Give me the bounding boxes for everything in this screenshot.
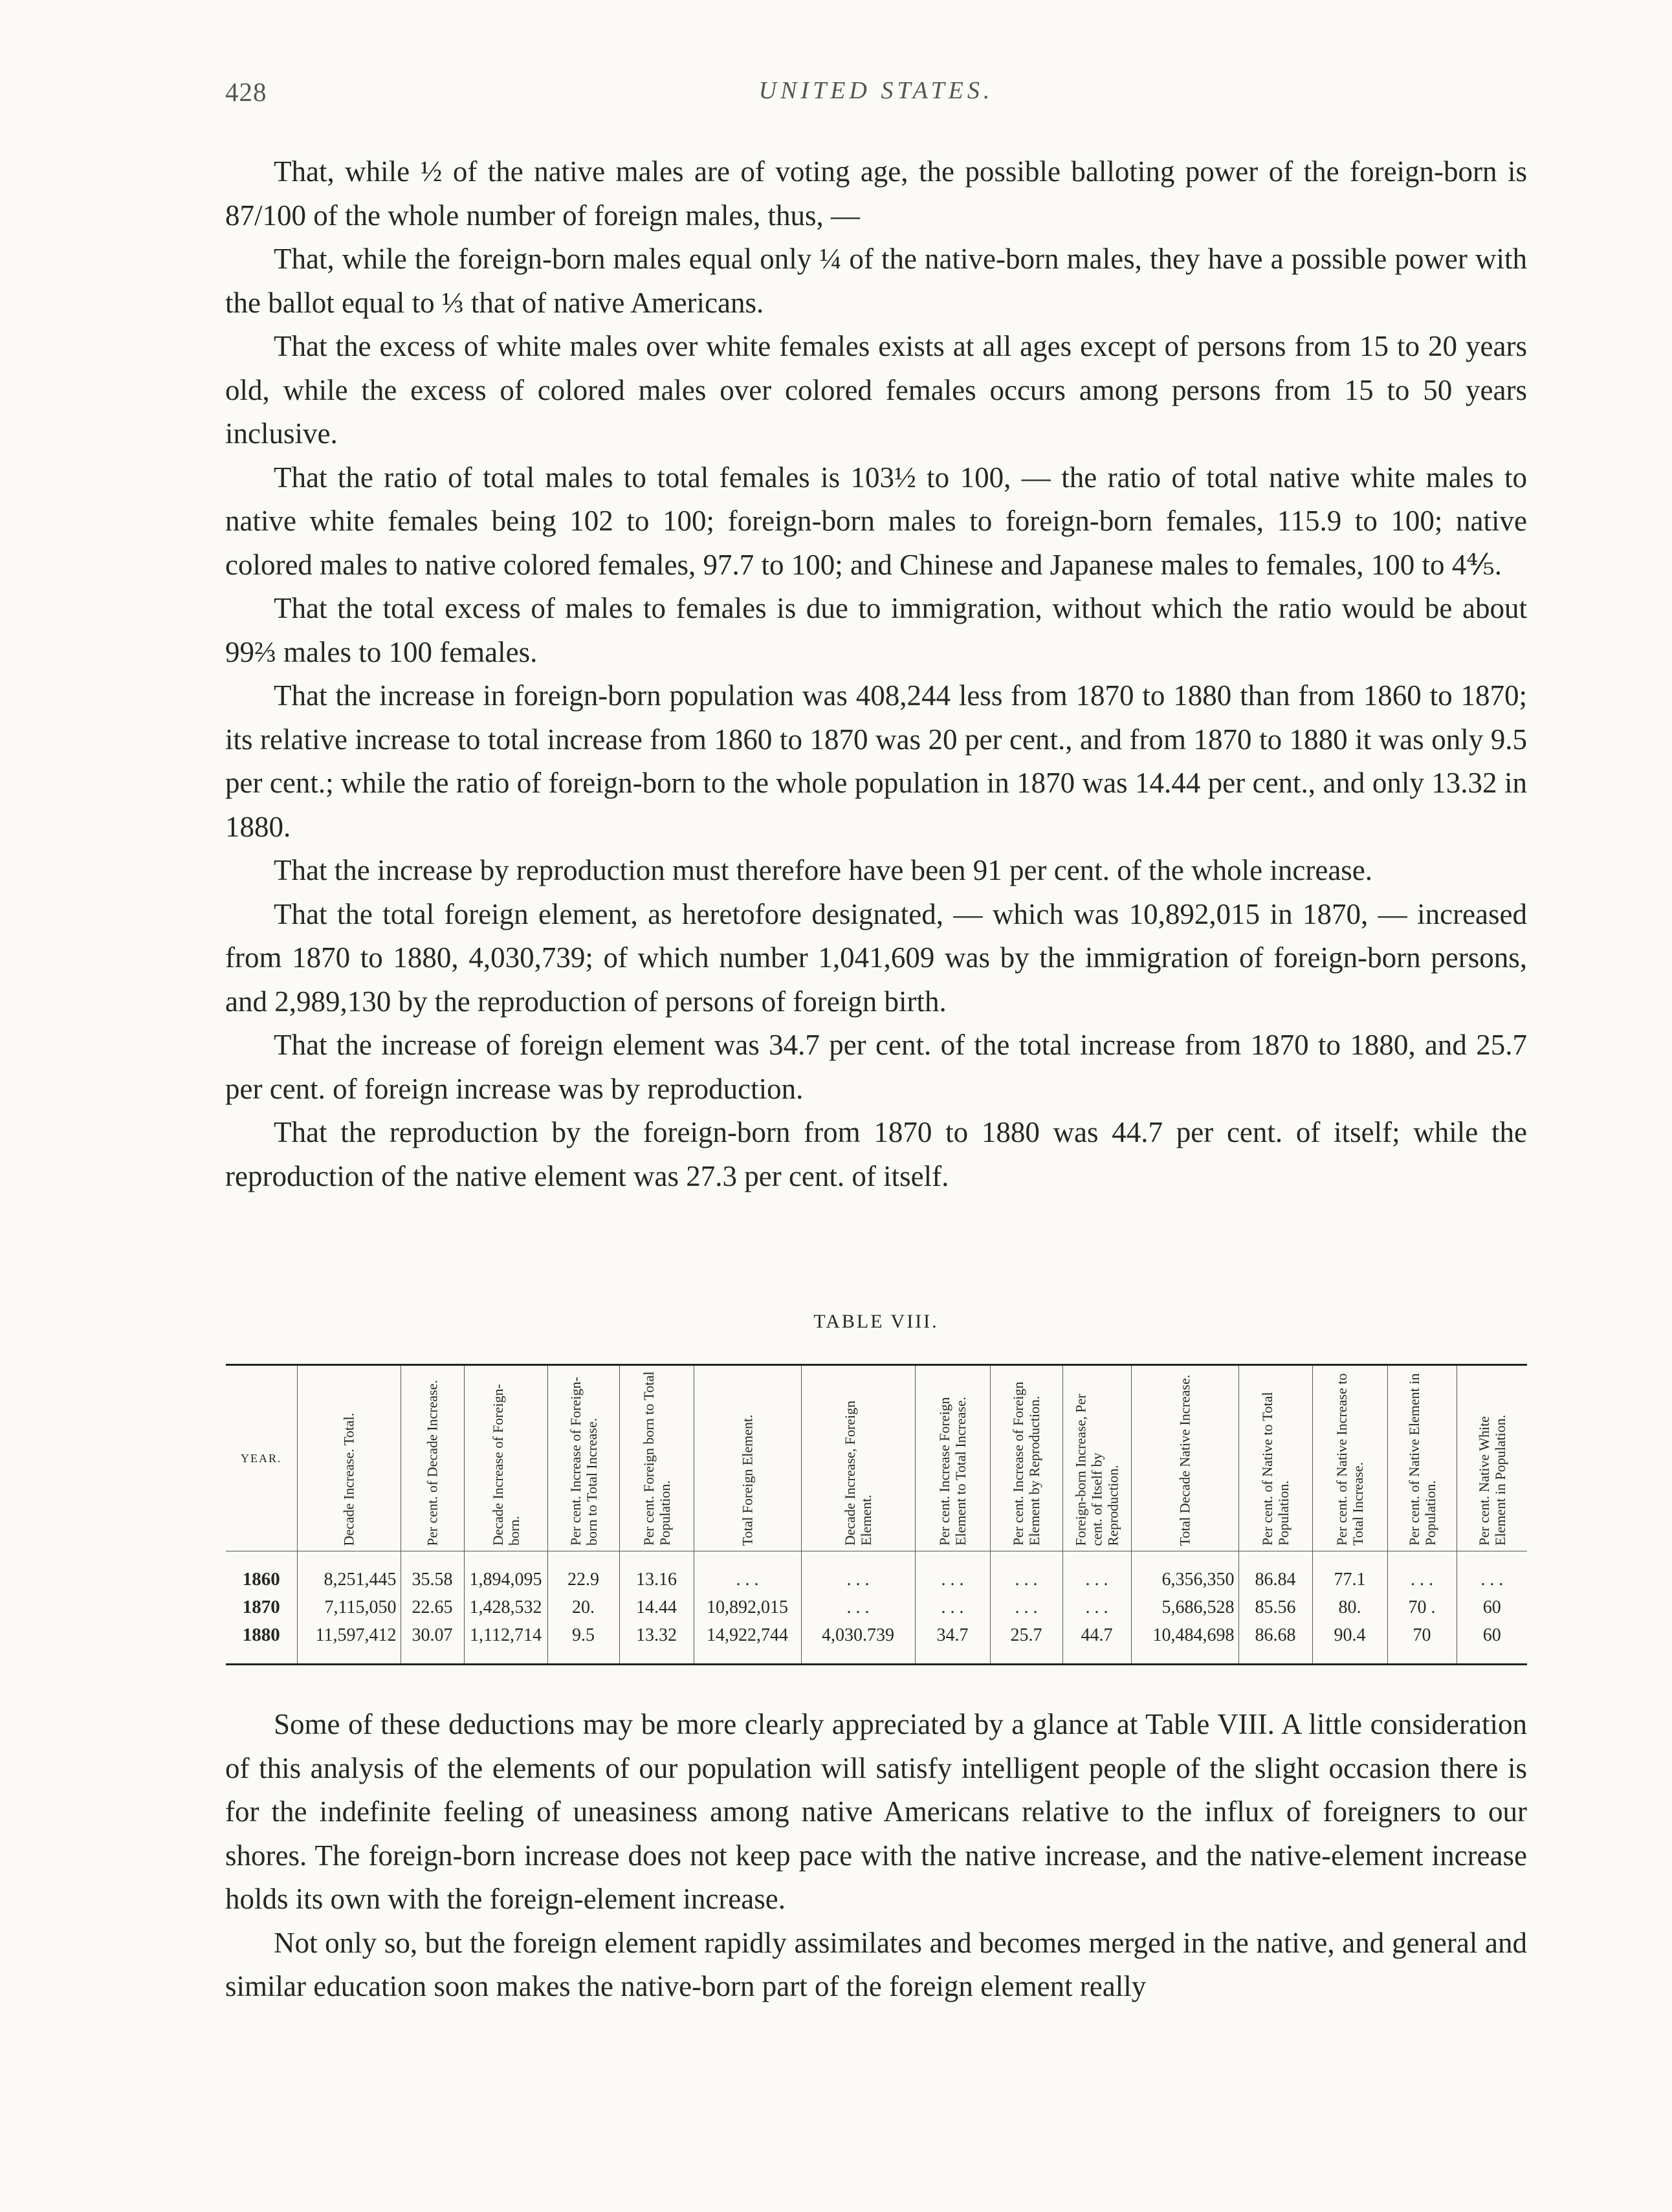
- table-cell: 5,686,528: [1131, 1593, 1238, 1621]
- table-cell: 34.7: [915, 1621, 990, 1665]
- paragraph: Some of these deductions may be more clearly appreciated by a glance at Table VIII. A little consideration of this analysis of the elements of our population will satisfy intelligent people of the slight occasion there is for the indefinite feeling of uneasiness among native Americans relative to the influx of foreigners to our shores. The foreign-born increase does not keep pace with the native increase, and the native-element increase holds its own with the foreign-element increase.: [225, 1708, 1527, 1915]
- table-cell: 8,251,445: [297, 1551, 401, 1594]
- column-header: Decade Increase, Foreign Element.: [801, 1365, 915, 1551]
- table-cell: . . .: [990, 1593, 1062, 1621]
- table-cell: . . .: [1457, 1551, 1527, 1594]
- table-cell: 60: [1457, 1593, 1527, 1621]
- paragraph: That the increase of foreign element was 34.7 per cent. of the total increase from 1870 to 1880, and 25.7 per cent. of foreign increase was by reproduction.: [225, 1029, 1527, 1105]
- table-row: [226, 1621, 1527, 1665]
- table-cell: 44.7: [1062, 1621, 1131, 1665]
- table-cell: 10,892,015: [694, 1593, 801, 1621]
- column-header: Decade Increase of Foreign-born.: [464, 1365, 547, 1551]
- column-header: Per cent. of Native Element in Population.: [1387, 1365, 1457, 1551]
- table-cell: 70 .: [1387, 1593, 1457, 1621]
- paragraph: That the total excess of males to females is due to immigration, without which the ratio would be about 99⅔ males to 100 females.: [225, 592, 1527, 668]
- year-cell: 1870: [242, 1597, 280, 1617]
- table-cell: 85.56: [1238, 1593, 1312, 1621]
- table-cell: 22.9: [547, 1551, 619, 1594]
- body-text-top: [225, 150, 1527, 1198]
- paragraph: Not only so, but the foreign element rapidly assimilates and becomes merged in the native, and general and similar education soon makes the native-born part of the foreign element really: [225, 1926, 1527, 2002]
- table-cell: 70: [1387, 1621, 1457, 1665]
- column-header: Per cent. Increase of Foreign-born to Total Increase.: [547, 1365, 619, 1551]
- table-cell: 90.4: [1312, 1621, 1387, 1665]
- table-cell: 13.16: [619, 1551, 694, 1594]
- year-cell: 1860: [242, 1569, 280, 1590]
- table-cell: 25.7: [990, 1621, 1062, 1665]
- table-cell: 9.5: [547, 1621, 619, 1665]
- year-cell: 1880: [242, 1625, 280, 1645]
- column-header: Total Decade Native Increase.: [1131, 1365, 1238, 1551]
- body-text-bottom: [225, 1703, 1527, 2009]
- column-header: Decade Increase. Total.: [297, 1365, 401, 1551]
- column-header-year: YEAR.: [226, 1365, 297, 1551]
- column-header: Per cent. of Decade Increase.: [401, 1365, 464, 1551]
- table-cell: 11,597,412: [297, 1621, 401, 1665]
- paragraph: That the ratio of total males to total females is 103½ to 100, — the ratio of total native white males to native white females being 102 to 100; foreign-born males to foreign-born females, 115.9 to 100; native colored males to native colored females, 97.7 to 100; and Chinese and Japanese males to females, 100 to 4⅘.: [225, 461, 1527, 581]
- column-header: Total Foreign Element.: [694, 1365, 801, 1551]
- table-row: [226, 1551, 1527, 1594]
- table-cell: . . .: [1387, 1551, 1457, 1594]
- table-cell: 6,356,350: [1131, 1551, 1238, 1594]
- paragraph: That, while ½ of the native males are of voting age, the possible balloting power of the foreign-born is 87/100 of the whole number of foreign males, thus, —: [225, 155, 1527, 232]
- table-cell: 77.1: [1312, 1551, 1387, 1594]
- paragraph: That the increase by reproduction must therefore have been 91 per cent. of the whole increase.: [274, 854, 1373, 886]
- paragraph: That the total foreign element, as heretofore designated, — which was 10,892,015 in 1870, — increased from 1870 to 1880, 4,030,739; of which number 1,041,609 was by the immigration of foreign-born persons, and 2,989,130 by the reproduction of persons of foreign birth.: [225, 897, 1527, 1018]
- column-header: Foreign-born Increase, Per cent. of Itself by Reproduction.: [1062, 1365, 1131, 1551]
- table-cell: . . .: [801, 1551, 915, 1594]
- table-cell: . . .: [694, 1551, 801, 1594]
- table-cell: 7,115,050: [297, 1593, 401, 1621]
- table-cell: 1,112,714: [464, 1621, 547, 1665]
- table-cell: 20.: [547, 1593, 619, 1621]
- table-cell: . . .: [915, 1551, 990, 1594]
- table-caption: TABLE VIII.: [813, 1311, 939, 1332]
- table-cell: 22.65: [401, 1593, 464, 1621]
- table-cell: . . .: [990, 1551, 1062, 1594]
- table-cell: 30.07: [401, 1621, 464, 1665]
- running-head: [225, 76, 1527, 115]
- table-cell: 1,894,095: [464, 1551, 547, 1594]
- table-cell: 86.68: [1238, 1621, 1312, 1665]
- table-cell: 1,428,532: [464, 1593, 547, 1621]
- table-cell: . . .: [1062, 1593, 1131, 1621]
- table-header-row: [226, 1365, 1527, 1551]
- column-header: Per cent. of Native Increase to Total Increase.: [1312, 1365, 1387, 1551]
- table-cell: 10,484,698: [1131, 1621, 1238, 1665]
- column-header: Per cent. Foreign born to Total Population.: [619, 1365, 694, 1551]
- column-header: Per cent. Increase Foreign Element to Total Increase.: [915, 1365, 990, 1551]
- statistics-table: [226, 1364, 1527, 1665]
- column-header: Per cent. Increase of Foreign Element by Reproduction.: [990, 1365, 1062, 1551]
- table-cell: 60: [1457, 1621, 1527, 1665]
- running-title: UNITED STATES.: [758, 77, 994, 104]
- column-header: Per cent. of Native to Total Population.: [1238, 1365, 1312, 1551]
- table-cell: 4,030.739: [801, 1621, 915, 1665]
- table-cell: . . .: [915, 1593, 990, 1621]
- table-cell: 35.58: [401, 1551, 464, 1594]
- table-cell: 13.32: [619, 1621, 694, 1665]
- paragraph: That, while the foreign-born males equal only ¼ of the native-born males, they have a possible power with the ballot equal to ⅓ that of native Americans.: [225, 243, 1527, 319]
- table-row: [226, 1593, 1527, 1621]
- column-header: Per cent. Native White Element in Population.: [1457, 1365, 1527, 1551]
- table-cell: . . .: [1062, 1551, 1131, 1594]
- table-cell: . . .: [801, 1593, 915, 1621]
- table-cell: 80.: [1312, 1593, 1387, 1621]
- table-cell: 14,922,744: [694, 1621, 801, 1665]
- paragraph: That the excess of white males over white females exists at all ages except of persons from 15 to 20 years old, while the excess of colored males over colored females occurs among persons from 15 to 50 years inclusive.: [225, 330, 1527, 450]
- paragraph: That the increase in foreign-born population was 408,244 less from 1870 to 1880 than from 1860 to 1870; its relative increase to total increase from 1860 to 1870 was 20 per cent., and from 1870 to 1880 it was only 9.5 per cent.; while the ratio of foreign-born to the whole population in 1870 was 14.44 per cent., and only 13.32 in 1880.: [225, 679, 1527, 843]
- paragraph: That the reproduction by the foreign-born from 1870 to 1880 was 44.7 per cent. of itself; while the reproduction of the native element was 27.3 per cent. of itself.: [225, 1116, 1527, 1192]
- page-number: 428: [225, 77, 267, 107]
- table-cell: 14.44: [619, 1593, 694, 1621]
- table-cell: 86.84: [1238, 1551, 1312, 1594]
